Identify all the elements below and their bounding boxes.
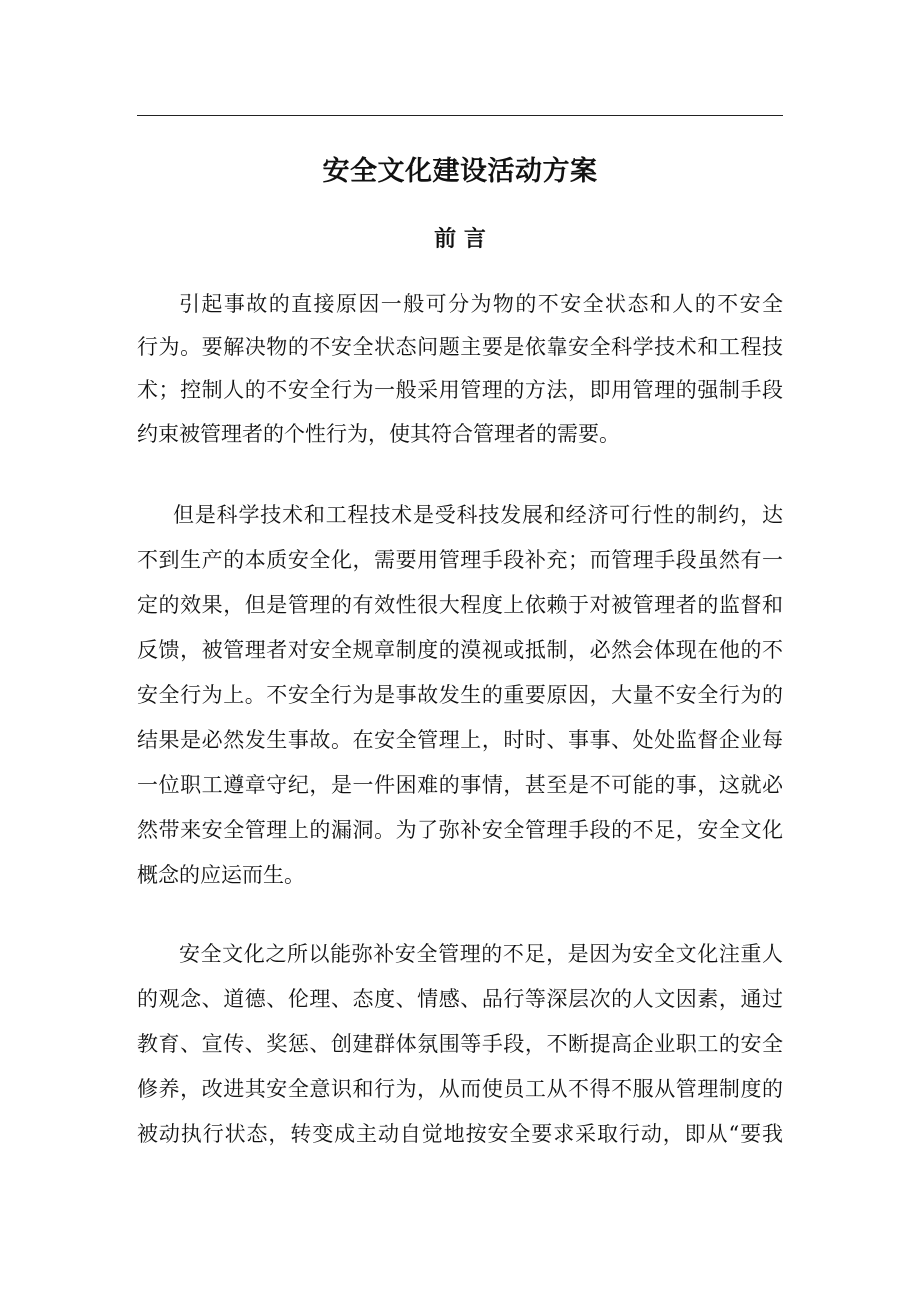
paragraph-2-line-1: 但是科学技术和工程技术是受科技发展和经济可行性的制约，达 <box>173 503 783 527</box>
paragraph-1-line-4: 约束被管理者的个性行为，使其符合管理者的需要。 <box>137 422 620 446</box>
paragraph-1-line-2: 行为。要解决物的不安全状态问题主要是依靠安全科学技术和工程技 <box>137 335 783 359</box>
paragraph-2-line-6: 结果是必然发生事故。在安全管理上，时时、事事、处处监督企业每 <box>137 728 783 752</box>
paragraph-2-line-9: 概念的应运而生。 <box>137 863 305 887</box>
paragraph-2-line-7: 一位职工遵章守纪，是一件困难的事情，甚至是不可能的事，这就必 <box>137 773 783 797</box>
paragraph-2-line-2: 不到生产的本质安全化，需要用管理手段补充；而管理手段虽然有一 <box>137 548 783 572</box>
paragraph-1-line-3: 术；控制人的不安全行为一般采用管理的方法，即用管理的强制手段 <box>137 378 783 402</box>
paragraph-1-line-1: 引起事故的直接原因一般可分为物的不安全状态和人的不安全 <box>179 292 783 316</box>
paragraph-2-line-3: 定的效果，但是管理的有效性很大程度上依赖于对被管理者的监督和 <box>137 593 783 617</box>
header-rule <box>137 115 783 116</box>
paragraph-2-line-4: 反馈，被管理者对安全规章制度的漠视或抵制，必然会体现在他的不 <box>137 638 783 662</box>
document-title: 安全文化建设活动方案 <box>322 156 598 187</box>
paragraph-2-line-5: 安全行为上。不安全行为是事故发生的重要原因，大量不安全行为的 <box>137 683 783 707</box>
paragraph-3-line-3: 教育、宣传、奖惩、创建群体氛围等手段，不断提高企业职工的安全 <box>137 1032 783 1056</box>
paragraph-3-line-1: 安全文化之所以能弥补安全管理的不足，是因为安全文化注重人 <box>179 942 783 966</box>
section-heading: 前 言 <box>434 227 486 252</box>
paragraph-2-line-8: 然带来安全管理上的漏洞。为了弥补安全管理手段的不足，安全文化 <box>137 818 783 842</box>
paragraph-3-line-2: 的观念、道德、伦理、态度、情感、品行等深层次的人文因素，通过 <box>137 987 783 1011</box>
paragraph-3-line-4: 修养，改进其安全意识和行为，从而使员工从不得不服从管理制度的 <box>137 1077 783 1101</box>
paragraph-3-line-5: 被动执行状态，转变成主动自觉地按安全要求采取行动，即从“要我 <box>137 1122 783 1146</box>
